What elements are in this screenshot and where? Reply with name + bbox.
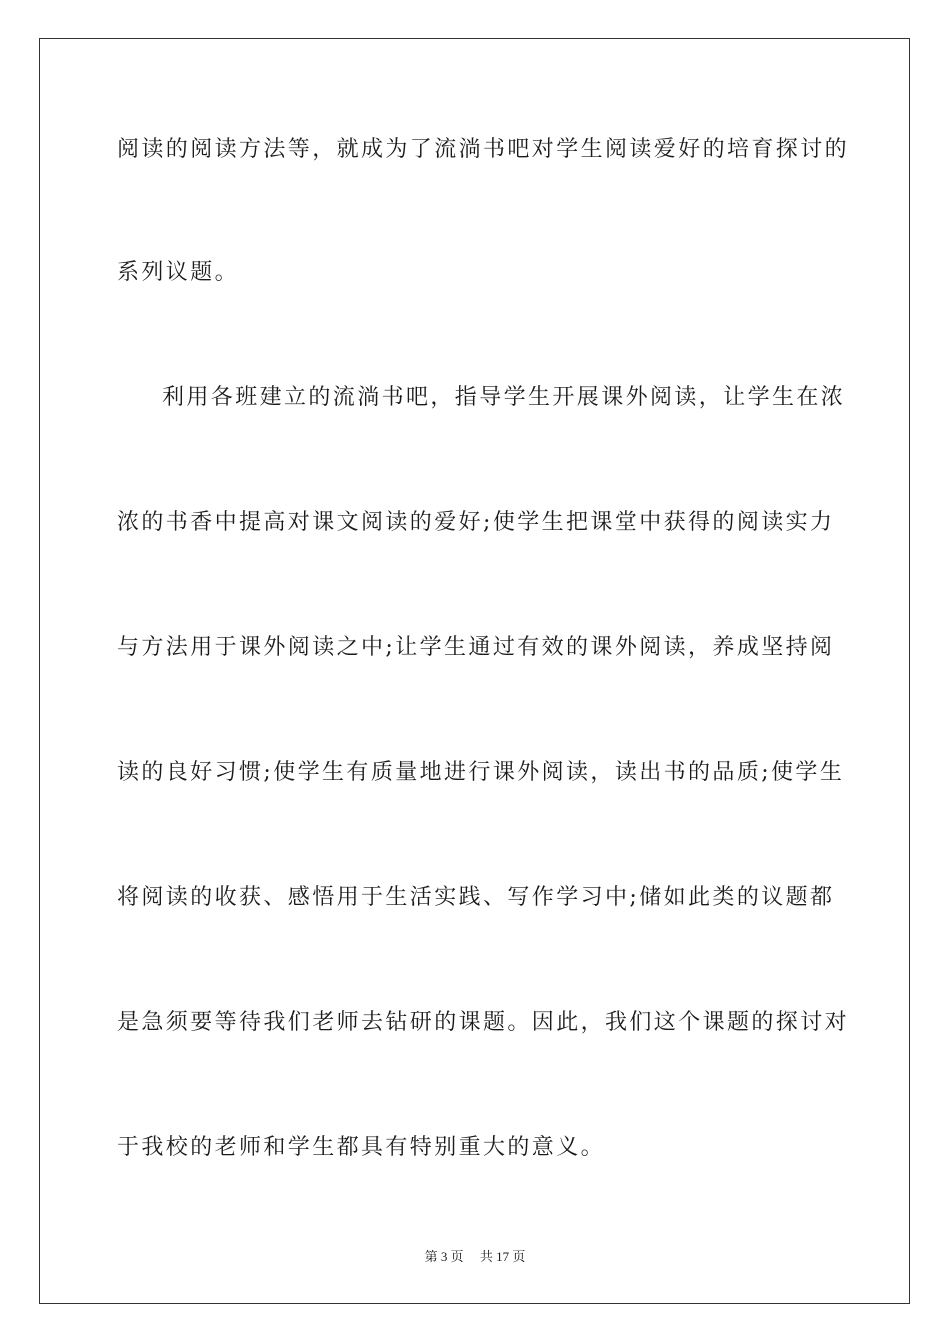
text-line: 与方法用于课外阅读之中;让学生通过有效的课外阅读，养成坚持阅: [117, 635, 835, 660]
text-line: 读的良好习惯;使学生有质量地进行课外阅读，读出书的品质;使学生: [117, 760, 845, 785]
page-frame: [39, 38, 910, 1304]
text-line: 系列议题。: [117, 260, 240, 285]
paragraph-start-line: 利用各班建立的流淌书吧，指导学生开展课外阅读，让学生在浓: [162, 385, 846, 410]
page-number-footer: 第 3 页 共 17 页: [424, 1249, 526, 1264]
text-line: 是急须要等待我们老师去钻研的课题。因此，我们这个课题的探讨对: [117, 1010, 850, 1035]
text-line: 阅读的阅读方法等，就成为了流淌书吧对学生阅读爱好的培育探讨的: [117, 137, 850, 162]
text-line: 将阅读的收获、感悟用于生活实践、写作学习中;储如此类的议题都: [117, 885, 835, 910]
text-line: 浓的书香中提高对课文阅读的爱好;使学生把课堂中获得的阅读实力: [117, 510, 835, 535]
text-line: 于我校的老师和学生都具有特别重大的意义。: [117, 1135, 606, 1160]
